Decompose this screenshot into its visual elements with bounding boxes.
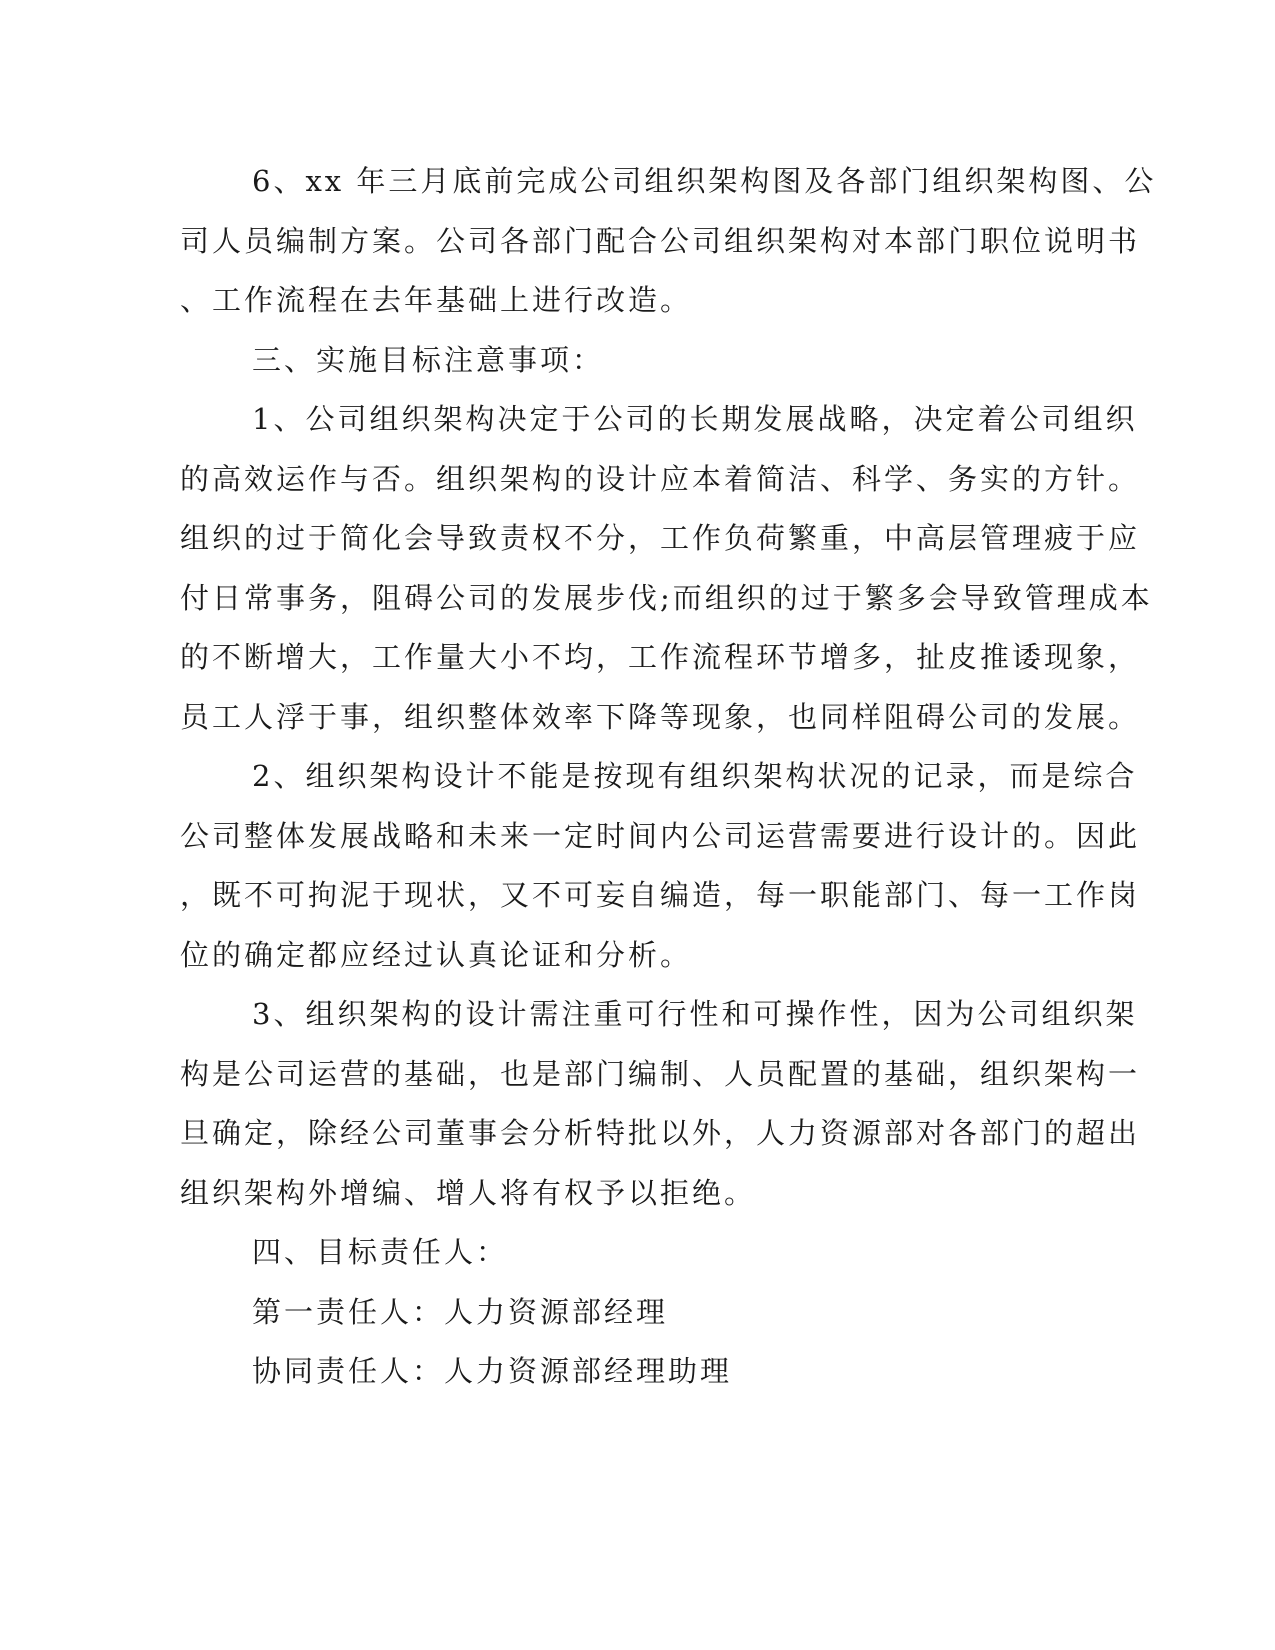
paragraph-line: 的高效运作与否。组织架构的设计应本着简洁、科学、务实的方针。 [180,461,1141,496]
paragraph-line: 员工人浮于事，组织整体效率下降等现象，也同样阻碍公司的发展。 [180,699,1141,734]
section-heading: 三、实施目标注意事项： [252,342,605,377]
paragraph-line: 的不断增大，工作量大小不均，工作流程环节增多，扯皮推诿现象， [180,640,1141,674]
responsible-person-line: 协同责任人：人力资源部经理助理 [252,1354,733,1388]
paragraph-line: 公司整体发展战略和未来一定时间内公司运营需要进行设计的。因此 [180,818,1141,853]
section-heading: 四、目标责任人： [252,1235,509,1269]
paragraph-line: ，既不可拘泥于现状，又不可妄自编造，每一职能部门、每一工作岗 [180,878,1141,912]
paragraph-line: 3、组织架构的设计需注重可行性和可操作性，因为公司组织架 [252,997,1138,1031]
document-body [180,152,1157,1402]
paragraph-line: 2、组织架构设计不能是按现有组织架构状况的记录，而是综合 [252,759,1138,793]
paragraph-line: 组织架构外增编、增人将有权予以拒绝。 [180,1175,757,1210]
paragraph-line: 构是公司运营的基础，也是部门编制、人员配置的基础，组织架构一 [180,1056,1141,1091]
paragraph-line: 位的确定都应经过认真论证和分析。 [180,937,693,972]
paragraph-line: 组织的过于简化会导致责权不分，工作负荷繁重，中高层管理疲于应 [180,521,1141,555]
paragraph-line: 司人员编制方案。公司各部门配合公司组织架构对本部门职位说明书 [180,223,1141,258]
paragraph-line: 1、公司组织架构决定于公司的长期发展战略，决定着公司组织 [252,402,1138,436]
paragraph-line: 、工作流程在去年基础上进行改造。 [180,283,693,317]
paragraph-line: 6、xx 年三月底前完成公司组织架构图及各部门组织架构图、公 [252,164,1157,198]
paragraph-line: 付日常事务，阻碍公司的发展步伐;而组织的过于繁多会导致管理成本 [180,580,1153,615]
responsible-person-line: 第一责任人：人力资源部经理 [252,1294,669,1329]
paragraph-line: 旦确定，除经公司董事会分析特批以外，人力资源部对各部门的超出 [180,1116,1141,1150]
